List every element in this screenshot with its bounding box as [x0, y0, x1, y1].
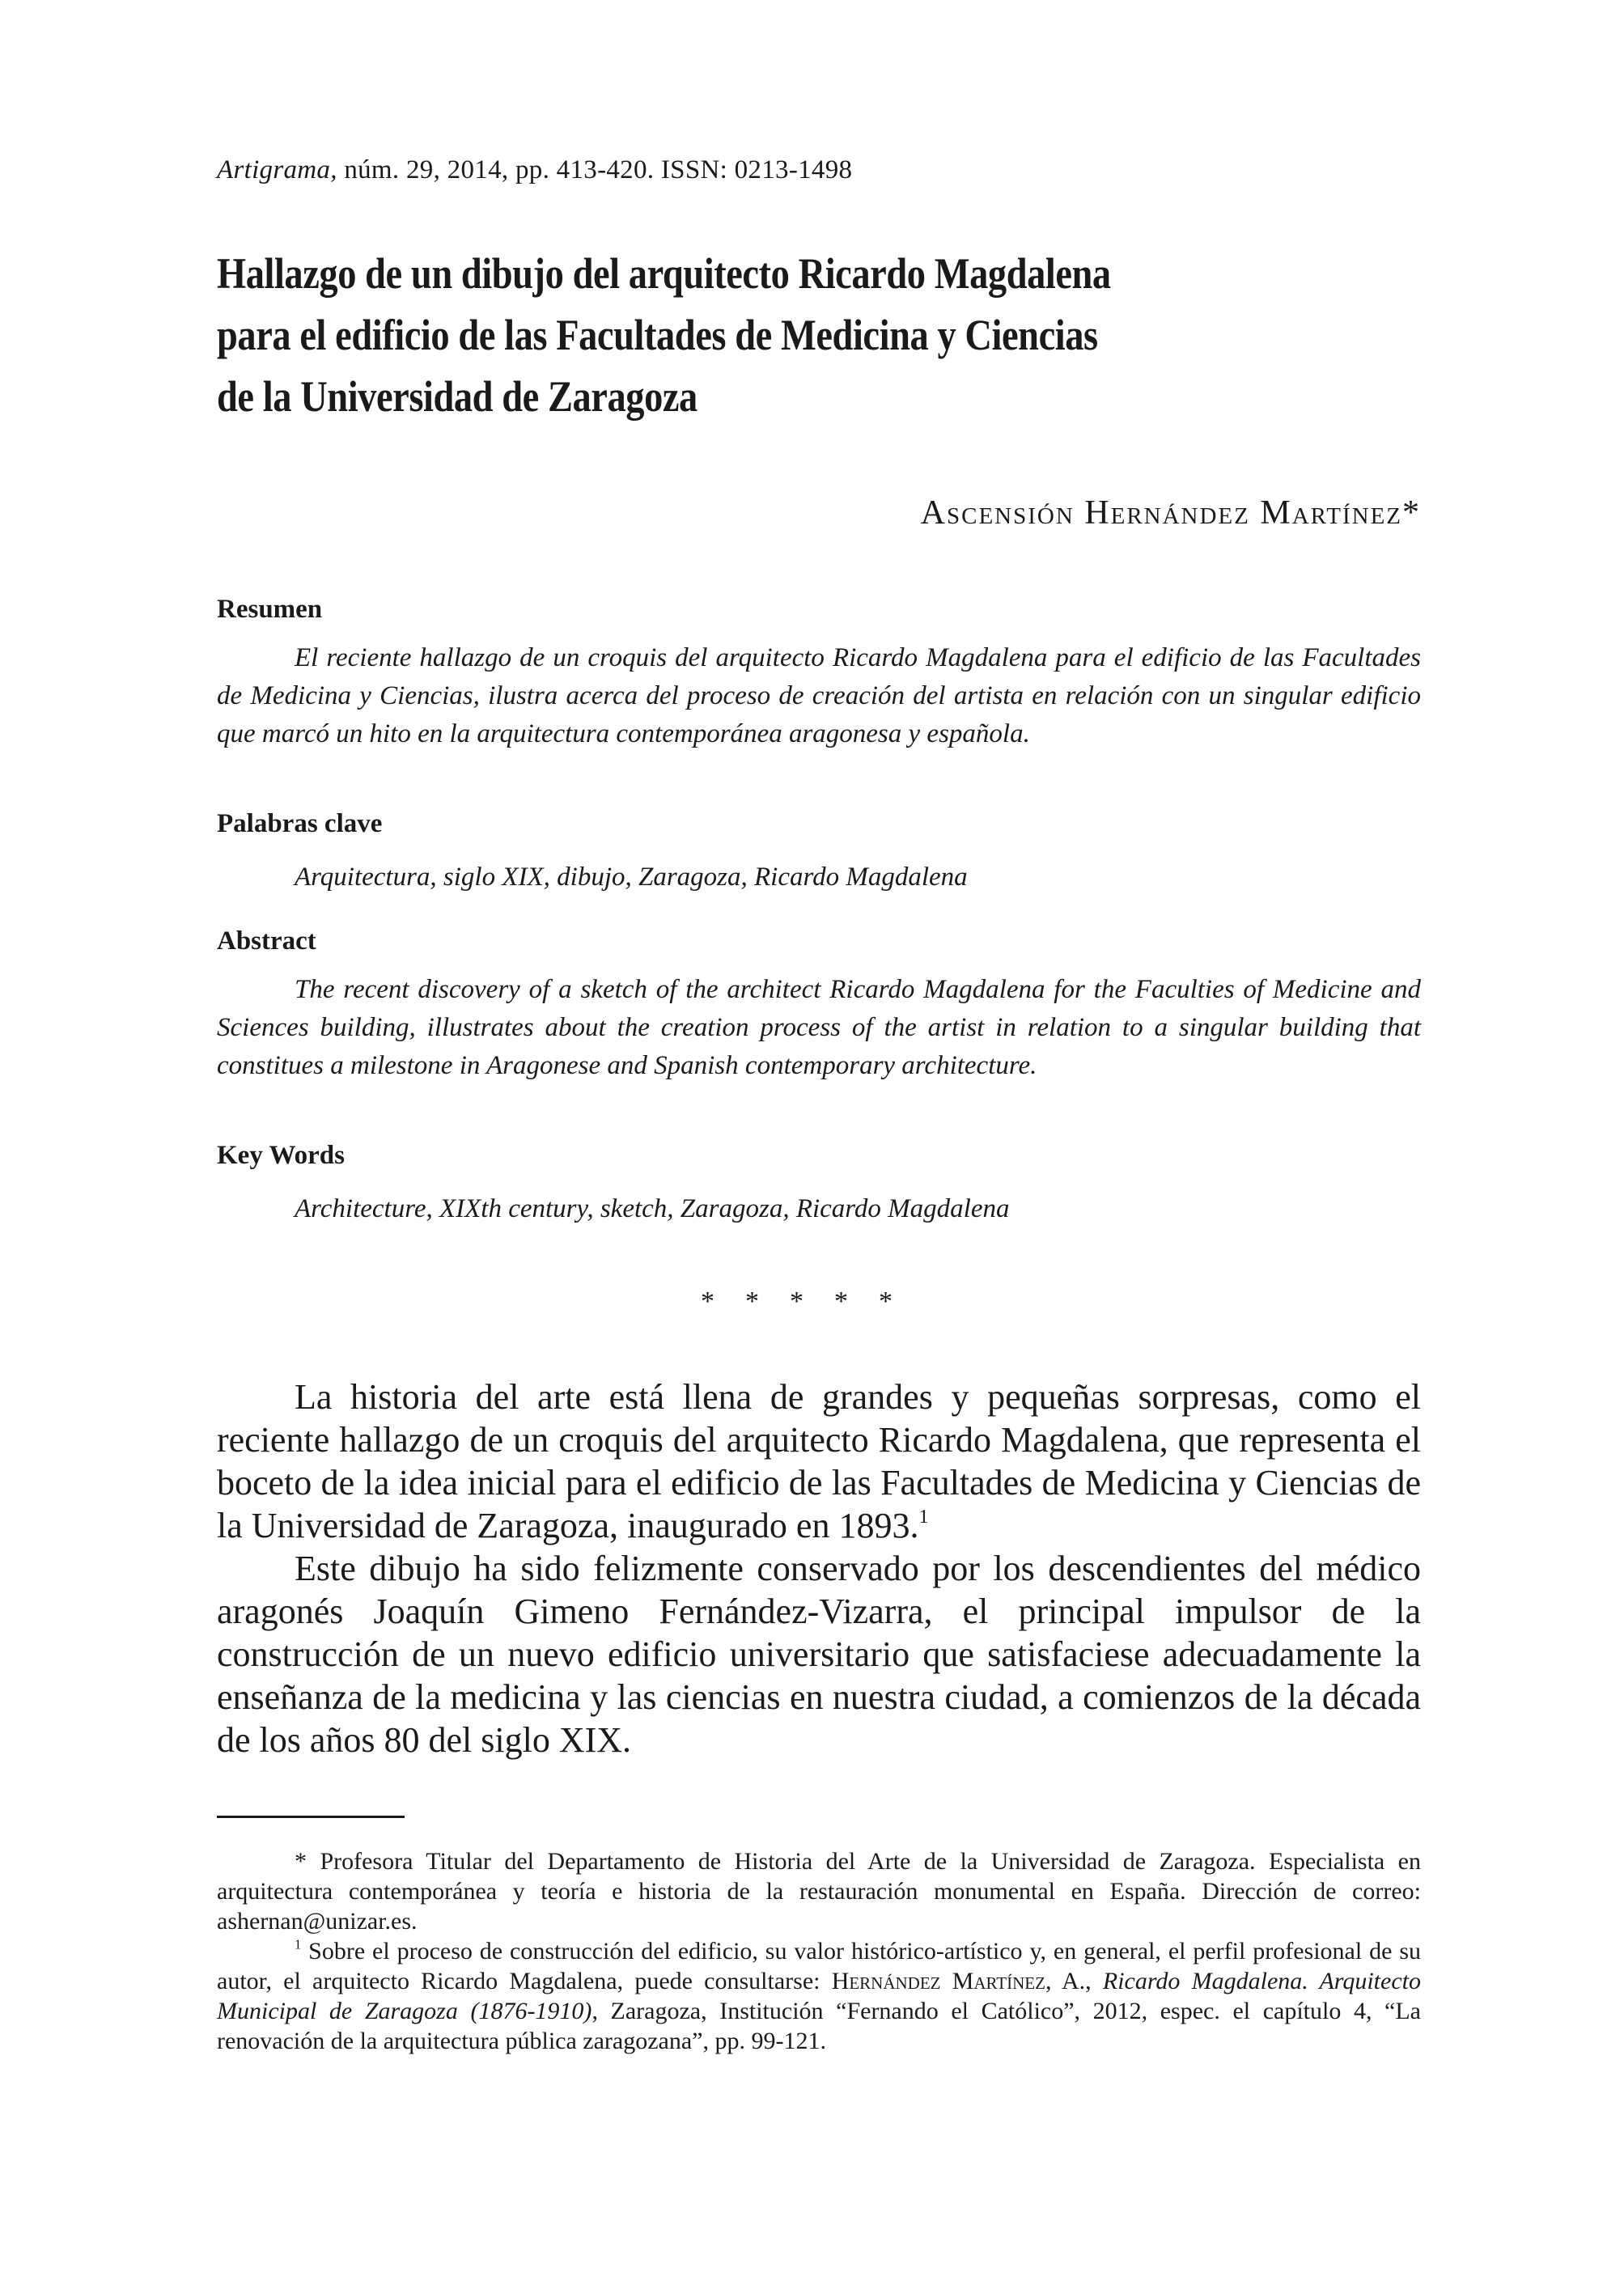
palabras-clave-text: Arquitectura, siglo XIX, dibujo, Zaragoza, Ricardo Magdalena — [295, 863, 968, 892]
article-body — [217, 1375, 1421, 1761]
title-line: Hallazgo de un dibujo del arquitecto Ricardo Magdalena — [217, 249, 1111, 298]
abstract-text — [217, 971, 1421, 1085]
article-title — [217, 243, 1191, 427]
resumen-text — [217, 639, 1421, 753]
footnote-author: * Profesora Titular del Departamento de Historia del Arte de la Universidad de Zaragoza. Especialista en arquitectura contemporánea y teoría e historia de la restauración monumental en España. Dirección de correo: ashernan@unizar.es. — [217, 1848, 1421, 1935]
author-name: Ascensión Hernández Martínez* — [920, 494, 1421, 532]
footnote-divider — [217, 1816, 405, 1818]
palabras-clave-heading: Palabras clave — [217, 809, 383, 838]
cited-author: Hernández Martínez — [831, 1968, 1045, 1994]
title-line: de la Universidad de Zaragoza — [217, 372, 698, 421]
footnote-mark: 1 — [295, 1936, 302, 1952]
abstract-heading: Abstract — [217, 926, 316, 956]
resumen-body: El reciente hallazgo de un croquis del arquitecto Ricardo Magdalena para el edificio de las Facultades de Medicina y Ciencias, ilustra acerca del proceso de creación del artista en relación con un singular edificio que marcó un hito en la arquitectura contemporánea aragonesa y española. — [217, 643, 1421, 748]
body-paragraph: Este dibujo ha sido felizmente conservado por los descendientes del médico aragonés Joaquín Gimeno Fernández-Vizarra, el principal impulsor de la construcción de un nuevo edificio universitario que satisfaciese adecuadamente la enseñanza de la medicina y las ciencias en nuestra ciudad, a comienzos de la década de los años 80 del siglo XIX. — [217, 1549, 1421, 1760]
cited-title: Ricardo Magdalena. Arquitecto Municipal de Zaragoza (1876-1910) — [217, 1968, 1421, 2024]
key-words-text: Architecture, XIXth century, sketch, Zaragoza, Ricardo Magdalena — [295, 1194, 1010, 1223]
running-head — [217, 155, 852, 185]
citation-info: núm. 29, 2014, pp. 413-420. ISSN: 0213-1498 — [337, 155, 853, 184]
body-paragraph: La historia del arte está llena de grandes y pequeñas sorpresas, como el reciente hallazgo de un croquis del arquitecto Ricardo Magdalena, que representa el boceto de la idea inicial para el edificio de las Facultades de Medicina y Ciencias de la Universidad de Zaragoza, inaugurado en 1893.$^1$ — [217, 1377, 1421, 1545]
footnote-ref[interactable]: 1 — [918, 1505, 929, 1528]
section-separator: ***** — [701, 1286, 923, 1316]
footnote-1: $^1$ Sobre el proceso de construcción del edificio, su valor histórico-artístico y, en general, el perfil profesional de su autor, el arquitecto Ricardo Magdalena, puede consultarse: Hernández Martínez, A., Ricardo Magdalena. Arquitecto Municipal de Zaragoza (1876-1910), Zaragoza, Institución “Fernando el Católico”, 2012, espec. el capítulo 4, “La renovación de la arquitectura pública zaragozana”, pp. 99-121. — [217, 1936, 1421, 2054]
footnotes — [217, 1846, 1421, 2056]
abstract-body: The recent discovery of a sketch of the architect Ricardo Magdalena for the Faculties of Medicine and Sciences building, illustrates about the creation process of the artist in relation to a singular building that constitues a milestone in Aragonese and Spanish contemporary architecture. — [217, 975, 1421, 1080]
resumen-heading: Resumen — [217, 595, 323, 624]
title-line: para el edificio de las Facultades de Medicina y Ciencias — [217, 311, 1098, 359]
journal-name: Artigrama, — [217, 155, 337, 184]
key-words-heading: Key Words — [217, 1141, 345, 1170]
